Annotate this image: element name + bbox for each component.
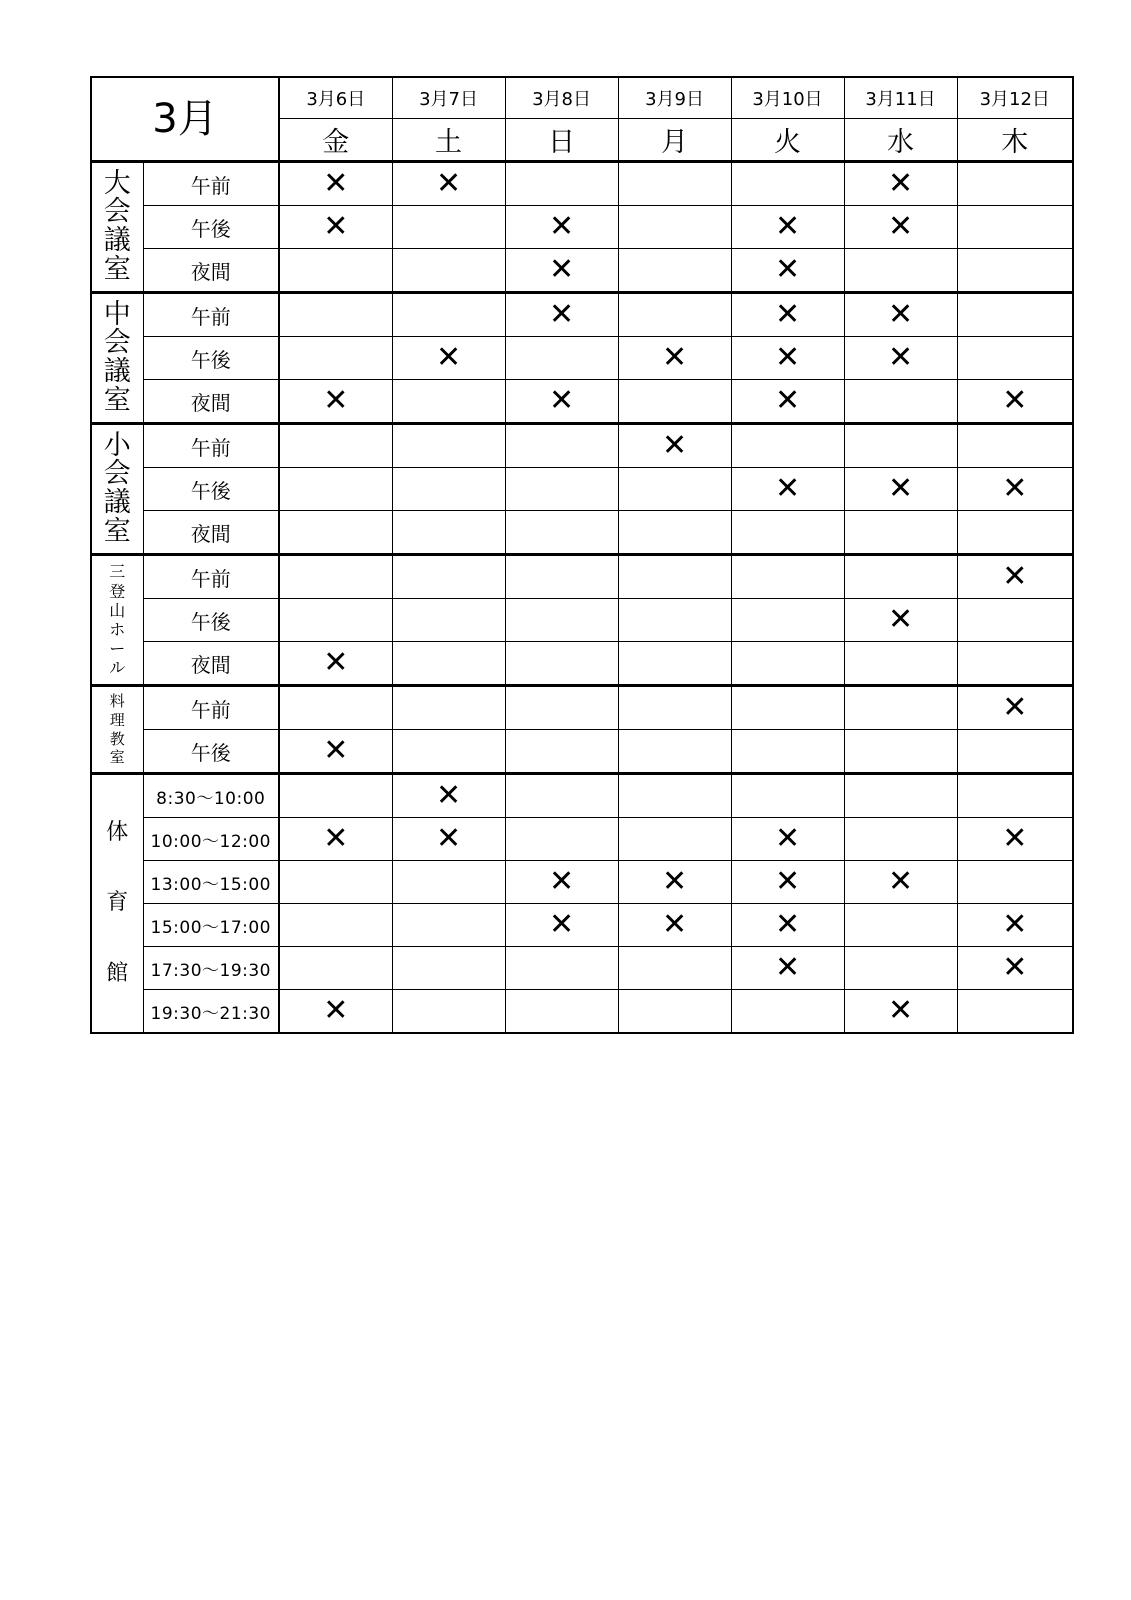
booking-cell — [844, 947, 957, 990]
booked-mark-icon: ✕ — [435, 340, 462, 375]
booking-cell — [505, 337, 618, 380]
booking-cell — [731, 730, 844, 774]
booking-cell — [505, 642, 618, 686]
booked-mark-icon: ✕ — [323, 993, 349, 1028]
booking-cell — [957, 380, 1073, 424]
slot-label: 午後 — [143, 468, 279, 511]
booking-cell — [844, 424, 957, 468]
booking-cell — [618, 990, 731, 1034]
facility-name — [91, 774, 143, 1034]
date-header: 3月12日 — [957, 77, 1073, 119]
booking-cell — [392, 555, 505, 599]
booking-cell — [505, 424, 618, 468]
booking-cell — [731, 861, 844, 904]
booked-mark-icon: ✕ — [774, 252, 801, 287]
slot-label: 午前 — [143, 555, 279, 599]
booked-mark-icon: ✕ — [548, 864, 575, 899]
booking-cell — [731, 599, 844, 642]
table-row — [91, 861, 1073, 904]
booked-mark-icon: ✕ — [887, 297, 914, 332]
booking-cell — [392, 774, 505, 818]
weekday-header: 水 — [844, 119, 957, 162]
booking-cell — [844, 337, 957, 380]
booking-cell — [505, 686, 618, 730]
booked-mark-icon: ✕ — [774, 907, 801, 942]
booking-cell — [844, 599, 957, 642]
booking-cell — [505, 511, 618, 555]
booking-cell — [844, 293, 957, 337]
booking-cell — [731, 642, 844, 686]
booking-cell — [392, 686, 505, 730]
booking-cell — [392, 380, 505, 424]
booking-cell — [731, 947, 844, 990]
booked-mark-icon: ✕ — [887, 471, 914, 506]
slot-label: 10:00～12:00 — [143, 818, 279, 861]
booking-cell — [844, 686, 957, 730]
booking-cell — [731, 424, 844, 468]
table-row — [91, 206, 1073, 249]
booking-cell — [957, 686, 1073, 730]
booked-mark-icon: ✕ — [661, 864, 688, 899]
booking-cell — [844, 249, 957, 293]
booking-cell — [618, 686, 731, 730]
booked-mark-icon: ✕ — [323, 733, 349, 768]
booking-cell — [844, 162, 957, 206]
booking-cell — [392, 511, 505, 555]
table-row — [91, 730, 1073, 774]
booking-cell — [505, 380, 618, 424]
table-row — [91, 424, 1073, 468]
slot-label: 15:00～17:00 — [143, 904, 279, 947]
table-row — [91, 380, 1073, 424]
booking-cell — [957, 511, 1073, 555]
booking-cell — [731, 774, 844, 818]
booking-cell — [505, 249, 618, 293]
booking-cell — [957, 468, 1073, 511]
booked-mark-icon: ✕ — [323, 209, 349, 244]
booking-cell — [279, 730, 392, 774]
booking-cell — [279, 599, 392, 642]
slot-label: 午後 — [143, 730, 279, 774]
booking-cell — [731, 380, 844, 424]
booking-cell — [505, 555, 618, 599]
booked-mark-icon: ✕ — [323, 383, 349, 418]
table-row — [91, 599, 1073, 642]
booking-cell — [731, 249, 844, 293]
booking-cell — [957, 818, 1073, 861]
booking-cell — [618, 468, 731, 511]
booking-cell — [279, 686, 392, 730]
date-header: 3月8日 — [505, 77, 618, 119]
booking-cell — [618, 642, 731, 686]
slot-label: 夜間 — [143, 249, 279, 293]
booked-mark-icon: ✕ — [774, 821, 801, 856]
booking-cell — [844, 380, 957, 424]
booking-cell — [844, 468, 957, 511]
booking-cell — [957, 990, 1073, 1034]
booking-cell — [279, 337, 392, 380]
table-row — [91, 293, 1073, 337]
slot-label: 17:30～19:30 — [143, 947, 279, 990]
booked-mark-icon: ✕ — [435, 166, 462, 201]
facility-name-text: 体育館 — [106, 819, 129, 986]
booked-mark-icon: ✕ — [323, 645, 349, 680]
header-date-row — [91, 77, 1073, 119]
date-header: 3月9日 — [618, 77, 731, 119]
booking-cell — [505, 599, 618, 642]
slot-label: 午前 — [143, 686, 279, 730]
date-header: 3月7日 — [392, 77, 505, 119]
table-row — [91, 468, 1073, 511]
booking-cell — [844, 730, 957, 774]
weekday-header: 金 — [279, 119, 392, 162]
booking-cell — [844, 774, 957, 818]
booked-mark-icon: ✕ — [887, 864, 914, 899]
booking-cell — [618, 293, 731, 337]
booking-cell — [279, 380, 392, 424]
booking-cell — [392, 730, 505, 774]
facility-name — [91, 686, 143, 774]
facility-name — [91, 293, 143, 424]
booked-mark-icon: ✕ — [887, 166, 914, 201]
booked-mark-icon: ✕ — [661, 340, 688, 375]
facility-name-text: 中会議室 — [103, 298, 131, 416]
slot-label: 午後 — [143, 599, 279, 642]
weekday-header: 月 — [618, 119, 731, 162]
booking-cell — [279, 947, 392, 990]
booked-mark-icon: ✕ — [1002, 950, 1028, 985]
booking-cell — [279, 206, 392, 249]
booking-cell — [279, 293, 392, 337]
booking-cell — [957, 599, 1073, 642]
facility-name — [91, 555, 143, 686]
table-row — [91, 947, 1073, 990]
booked-mark-icon: ✕ — [774, 297, 801, 332]
table-row — [91, 990, 1073, 1034]
slot-label: 午前 — [143, 293, 279, 337]
booked-mark-icon: ✕ — [774, 471, 801, 506]
booking-cell — [618, 904, 731, 947]
booking-cell — [957, 730, 1073, 774]
booking-cell — [279, 468, 392, 511]
booking-cell — [957, 424, 1073, 468]
table-row — [91, 555, 1073, 599]
booked-mark-icon: ✕ — [1002, 907, 1028, 942]
booking-cell — [279, 642, 392, 686]
booking-cell — [392, 293, 505, 337]
booking-cell — [505, 774, 618, 818]
slot-label: 夜間 — [143, 511, 279, 555]
table-row — [91, 249, 1073, 293]
booking-cell — [731, 555, 844, 599]
booking-cell — [279, 861, 392, 904]
booking-cell — [731, 337, 844, 380]
booking-cell — [844, 642, 957, 686]
booking-cell — [957, 206, 1073, 249]
booking-cell — [731, 206, 844, 249]
booking-cell — [392, 990, 505, 1034]
booking-cell — [505, 818, 618, 861]
booking-cell — [279, 249, 392, 293]
booked-mark-icon: ✕ — [774, 340, 801, 375]
booking-cell — [957, 293, 1073, 337]
table-row — [91, 904, 1073, 947]
booking-cell — [618, 947, 731, 990]
booking-cell — [279, 774, 392, 818]
booking-cell — [279, 818, 392, 861]
table-row — [91, 642, 1073, 686]
table-body — [91, 77, 1073, 1033]
booking-cell — [957, 774, 1073, 818]
facility-name — [91, 424, 143, 555]
booking-cell — [731, 293, 844, 337]
booked-mark-icon: ✕ — [774, 864, 801, 899]
booking-cell — [618, 511, 731, 555]
booking-cell — [392, 206, 505, 249]
booking-cell — [505, 293, 618, 337]
booking-cell — [844, 206, 957, 249]
booking-cell — [618, 380, 731, 424]
booking-cell — [731, 990, 844, 1034]
table-row — [91, 511, 1073, 555]
booking-cell — [844, 904, 957, 947]
booked-mark-icon: ✕ — [887, 340, 914, 375]
booking-cell — [957, 249, 1073, 293]
slot-label: 午後 — [143, 206, 279, 249]
booking-cell — [392, 642, 505, 686]
booking-cell — [392, 599, 505, 642]
booking-cell — [505, 162, 618, 206]
weekday-header: 木 — [957, 119, 1073, 162]
booking-cell — [618, 774, 731, 818]
booking-cell — [279, 162, 392, 206]
booked-mark-icon: ✕ — [1002, 821, 1028, 856]
booked-mark-icon: ✕ — [548, 907, 575, 942]
weekday-header: 日 — [505, 119, 618, 162]
booked-mark-icon: ✕ — [887, 209, 914, 244]
reservation-table — [90, 76, 1074, 1034]
booked-mark-icon: ✕ — [435, 821, 462, 856]
booking-cell — [618, 555, 731, 599]
booking-cell — [392, 861, 505, 904]
booked-mark-icon: ✕ — [774, 209, 801, 244]
booking-cell — [392, 337, 505, 380]
slot-label: 午前 — [143, 162, 279, 206]
booking-cell — [618, 337, 731, 380]
booking-cell — [957, 947, 1073, 990]
booking-cell — [505, 861, 618, 904]
booking-cell — [392, 947, 505, 990]
booked-mark-icon: ✕ — [1002, 471, 1028, 506]
booked-mark-icon: ✕ — [887, 602, 914, 637]
weekday-header: 土 — [392, 119, 505, 162]
booking-cell — [279, 511, 392, 555]
booked-mark-icon: ✕ — [774, 383, 801, 418]
facility-name-text: 三登山ホール — [109, 562, 126, 678]
booking-cell — [957, 861, 1073, 904]
month-label: 3月 — [91, 77, 279, 162]
booking-cell — [618, 249, 731, 293]
booked-mark-icon: ✕ — [887, 993, 914, 1028]
booking-cell — [618, 162, 731, 206]
booking-cell — [731, 468, 844, 511]
booking-cell — [505, 904, 618, 947]
booking-cell — [957, 555, 1073, 599]
booking-cell — [618, 818, 731, 861]
table-row — [91, 818, 1073, 861]
booking-cell — [505, 730, 618, 774]
booked-mark-icon: ✕ — [548, 297, 575, 332]
booked-mark-icon: ✕ — [548, 209, 575, 244]
booking-cell — [618, 730, 731, 774]
booking-cell — [957, 337, 1073, 380]
booking-cell — [279, 555, 392, 599]
booking-cell — [957, 904, 1073, 947]
booked-mark-icon: ✕ — [323, 166, 349, 201]
booking-cell — [392, 249, 505, 293]
booked-mark-icon: ✕ — [323, 821, 349, 856]
facility-name-text: 料理教室 — [109, 692, 125, 767]
weekday-header: 火 — [731, 119, 844, 162]
booking-cell — [279, 904, 392, 947]
booking-cell — [618, 599, 731, 642]
table-row — [91, 686, 1073, 730]
booking-cell — [279, 424, 392, 468]
booked-mark-icon: ✕ — [548, 252, 575, 287]
table-row — [91, 162, 1073, 206]
booking-cell — [505, 990, 618, 1034]
facility-name — [91, 162, 143, 293]
booked-mark-icon: ✕ — [661, 907, 688, 942]
slot-label: 13:00～15:00 — [143, 861, 279, 904]
booking-cell — [731, 686, 844, 730]
booking-cell — [957, 162, 1073, 206]
facility-name-text: 大会議室 — [103, 167, 131, 285]
booked-mark-icon: ✕ — [1002, 383, 1028, 418]
facility-name-text: 小会議室 — [103, 429, 131, 547]
booking-cell — [844, 861, 957, 904]
booking-cell — [731, 162, 844, 206]
slot-label: 午前 — [143, 424, 279, 468]
slot-label: 8:30～10:00 — [143, 774, 279, 818]
table-row — [91, 774, 1073, 818]
date-header: 3月6日 — [279, 77, 392, 119]
date-header: 3月10日 — [731, 77, 844, 119]
booking-cell — [844, 511, 957, 555]
slot-label: 夜間 — [143, 380, 279, 424]
booking-cell — [844, 555, 957, 599]
booking-cell — [957, 642, 1073, 686]
booked-mark-icon: ✕ — [548, 383, 575, 418]
booking-cell — [844, 990, 957, 1034]
date-header: 3月11日 — [844, 77, 957, 119]
booked-mark-icon: ✕ — [661, 428, 688, 463]
booking-cell — [731, 511, 844, 555]
booking-cell — [392, 424, 505, 468]
booking-cell — [392, 818, 505, 861]
booking-cell — [392, 162, 505, 206]
slot-label: 夜間 — [143, 642, 279, 686]
booked-mark-icon: ✕ — [774, 950, 801, 985]
booked-mark-icon: ✕ — [435, 778, 462, 813]
booking-cell — [505, 206, 618, 249]
slot-label: 午後 — [143, 337, 279, 380]
booking-cell — [392, 904, 505, 947]
booking-cell — [844, 818, 957, 861]
booking-cell — [731, 818, 844, 861]
booking-cell — [505, 947, 618, 990]
booked-mark-icon: ✕ — [1002, 559, 1028, 594]
booking-cell — [731, 904, 844, 947]
slot-label: 19:30～21:30 — [143, 990, 279, 1034]
booking-cell — [505, 468, 618, 511]
booking-cell — [392, 468, 505, 511]
table-row — [91, 337, 1073, 380]
booking-cell — [279, 990, 392, 1034]
booking-cell — [618, 861, 731, 904]
booked-mark-icon: ✕ — [1002, 690, 1028, 725]
booking-cell — [618, 206, 731, 249]
booking-cell — [618, 424, 731, 468]
